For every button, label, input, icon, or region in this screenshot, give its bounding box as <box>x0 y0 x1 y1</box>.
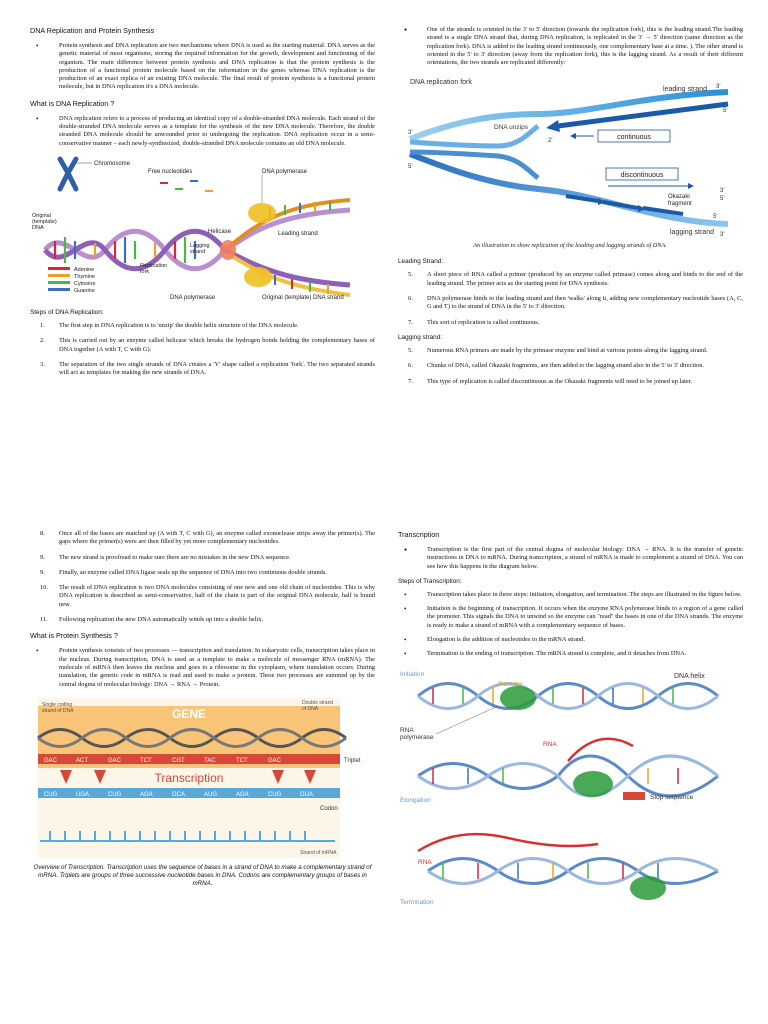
legend-guanine: Guanine <box>74 287 95 294</box>
svg-text:ACT: ACT <box>76 757 88 764</box>
svg-text:GAC: GAC <box>108 757 122 764</box>
steps-transcription-list <box>398 591 743 659</box>
legend-thymine: Thymine <box>74 273 96 280</box>
section-leading-lagging <box>398 26 743 466</box>
stop-sequence-box <box>623 792 645 800</box>
original-template-strand-label: Original (template) DNA strand <box>262 294 344 301</box>
list-item: • Termination is the ending of transcription. The mRNA strand is complete, and it detaches from DNA. <box>398 650 743 658</box>
rna-bottom-label: RNA <box>418 858 432 866</box>
leading-strand-list <box>398 271 743 326</box>
svg-text:3': 3' <box>720 188 725 195</box>
svg-text:5': 5' <box>713 214 718 221</box>
protein-synthesis-definition: • Protein synthesis consists of two processes — transcription and translation. In eukaryotic cells, transcription takes place in the nucleus. During transcription, DNA is used as a template to make a molecule of messenger RNA (mRNA). The molecule of mRNA then leaves the nucleus and goes to a ribosome in the cytoplasm, where translation occurs. During translation, the genetic code in mRNA is read and used to make a protein. These two processes are summed up by the central dogma of molecular biology: DNA → RNA → Protein. <box>30 647 375 688</box>
chromosome-label: Chromosome <box>94 160 131 167</box>
section-dna-replication <box>30 26 375 486</box>
list-item: 7. This type of replication is called discontinuous as the Okazaki fragments will need to be joined up later. <box>408 377 693 385</box>
svg-text:AGA: AGA <box>140 791 153 798</box>
list-item: 11. Following replication the new DNA automatically winds up into a double helix. <box>40 616 264 624</box>
svg-text:CGT: CGT <box>172 757 185 764</box>
list-item: 5. Numerous RNA primers are made by the primase enzyme and bind at various points along the lagging strand. <box>408 346 708 354</box>
list-item: 10. The result of DNA replication is two DNA molecules consisting of one new and one old chain of nucleotides. This is why DNA replication is described as semi-conservative, half of the chain is part of the original DNA molecule, half is brand new. <box>40 584 375 608</box>
legend-cytosine: Cytosine <box>74 280 96 287</box>
svg-text:CUG: CUG <box>268 791 282 798</box>
list-item: 7. This sort of replication is called continuous. <box>408 318 540 326</box>
strand-mrna-label: Strand of mRNA <box>300 849 337 856</box>
lagging-strand-heading: Lagging strand: <box>398 333 443 341</box>
svg-text:3': 3' <box>716 84 721 91</box>
rna-polymerase-elongation-icon <box>573 771 613 797</box>
list-item: 1. The first step in DNA replication is to 'unzip' the double helix structure of the DNA molecule. <box>40 321 299 329</box>
free-nucleotides-label: Free nucleotides <box>148 168 193 175</box>
dna-polymerase-bottom-icon <box>244 267 272 287</box>
discontinuous-label: discontinuous <box>620 172 664 180</box>
leading-strand-heading: Leading Strand: <box>398 258 444 266</box>
svg-text:3': 3' <box>720 232 725 239</box>
svg-text:CUG: CUG <box>44 791 58 798</box>
svg-text:TCT: TCT <box>236 757 248 764</box>
steps-dna-replication-list <box>30 322 375 377</box>
what-is-protein-synthesis-heading: What is Protein Synthesis ? <box>30 631 118 641</box>
list-item: 8. Once all of the bases are matched up (A with T, C with G), an enzyme called exonuclease strips away the primer(s). The gaps where the primer(s) were are then filled by yet more complementary nucleotides. <box>40 530 375 546</box>
termination-label: Termination <box>400 898 434 906</box>
svg-text:AUG: AUG <box>204 791 218 798</box>
rna-polymerase-initiation-icon <box>500 686 536 710</box>
svg-text:CUG: CUG <box>108 791 122 798</box>
lagging-strand-label: Lagging strand <box>190 242 210 255</box>
triplet-label: Triplet <box>344 757 361 764</box>
transcription-label: Transcription <box>154 770 224 785</box>
replication-fork-title: DNA replication fork <box>410 79 472 87</box>
list-item: • Transcription takes place in three steps: initiation, elongation, and termination. The steps are illustrated in the figure below. <box>398 591 743 599</box>
transcription-stages-figure <box>398 666 743 916</box>
strand-orientation-paragraph: ● One of the strands is oriented in the 3' to 5' direction (towards the replication fork), this is the leading strand.The leading strand is a single DNA strand that, during DNA replication, is replicated in the 3' → 5' direction (same direction as the replication fork). DNA is added to the leading strand continuously, one complementary base at a time. ). The other strand is oriented in the 5' to 3' direction (away from the replication fork), this is the lagging strand. As a result of their different orientations, the two strands are replicated differently: <box>398 26 743 67</box>
leading-strand-label: leading strand <box>663 86 707 94</box>
svg-text:2': 2' <box>548 138 553 145</box>
legend-adenine: Adenine <box>74 266 95 273</box>
replication-fork-caption: An illustration to show replication of the leading and lagging strands of DNA. <box>473 242 667 250</box>
okazaki-fragments <box>566 196 683 214</box>
initiation-label: Initiation <box>400 670 425 678</box>
dna-polymerase-top-icon <box>248 203 276 223</box>
dna-polymerase-bottom-label: DNA polymerase <box>170 294 216 301</box>
steps-transcription-heading: Steps of Transcription: <box>398 577 462 585</box>
transcription-caption: Overview of Transcription. Transcription uses the sequence of bases in a strand of DNA to make a complementary strand of mRNA. Triplets are groups of three successive nucleotide bases in DNA. Codons are complementary groups of bases in mRNA. <box>33 863 372 887</box>
okazaki-label: Okazaki fragment <box>668 194 692 208</box>
dna-replication-figure <box>30 155 375 305</box>
svg-text:5': 5' <box>723 108 728 115</box>
lagging-strand-label: lagging strand <box>670 229 714 237</box>
rna-polymerase-termination-icon <box>630 876 666 900</box>
svg-text:3': 3' <box>408 130 413 137</box>
list-item: 9. The new strand is proofread to make sure there are no mistakes in the new DNA sequence. <box>40 553 291 561</box>
rna-strand-termination <box>418 834 598 851</box>
rna-mid-label: RNA <box>543 740 557 748</box>
continuous-label: continuous <box>617 134 651 142</box>
svg-text:AGA: AGA <box>236 791 249 798</box>
svg-text:5': 5' <box>720 196 725 203</box>
template-top-strand <box>410 92 728 142</box>
list-item: 2. This is carried out by an enzyme called helicase which breaks the hydrogen bonds holding the complementary bases of DNA together (A with T, C with G). <box>40 337 375 353</box>
steps-dna-replication-heading: Steps of DNA Replication: <box>30 308 104 316</box>
list-item: • Elongation is the addition of nucleotides to the mRNA strand. <box>398 636 743 644</box>
list-item: 6. DNA polymerase binds to the leading strand and then 'walks' along it, adding new complementary nucleotide bases (A, C, G and T) to the strand of DNA in the 5' to 3' direction. <box>408 295 743 311</box>
doc-title: DNA Replication and Protein Synthesis <box>30 26 155 35</box>
steps-continued-list <box>30 530 375 624</box>
dna-replication-definition: • DNA replication refers to a process of producing an identical copy of a double-stranded DNA molecule. Each strand of the double-stranded DNA molecule serves as a template for the synthesis of the new DNA molecule. Therefore, the double stranded DNA molecule should be unwounded prior to undergoing the replication. DNA replication occur in a semi-conservative manner – each newly-synthesized, double-stranded DNA molecule contains an old DNA molecule. <box>30 115 375 148</box>
list-item: 6. Chunks of DNA, called Okazaki fragments, are then added to the lagging strand also in the 5' to 3' direction. <box>408 362 705 370</box>
helicase-label: Helicase <box>208 228 232 235</box>
gene-label: GENE <box>171 706 207 721</box>
transcription-figure <box>30 696 375 861</box>
lagging-strand-list <box>398 347 743 386</box>
stop-sequence-label: Stop sequence <box>650 793 694 801</box>
codon-row <box>44 792 313 798</box>
helicase-icon <box>220 240 236 260</box>
svg-text:5': 5' <box>408 164 413 171</box>
svg-text:TAC: TAC <box>204 757 216 764</box>
replication-fork-figure <box>398 74 743 252</box>
svg-text:GUA: GUA <box>300 791 314 798</box>
promoter-label: Promoter <box>498 681 523 688</box>
replication-fork-label: Replication fork <box>140 262 168 275</box>
list-item: 3. The separation of the two single strands of DNA creates a 'Y' shape called a replication 'fork'. The two separated strands will act as templates for making the new strands of DNA. <box>40 360 375 377</box>
list-item: • Initiation is the beginning of transcription. It occurs when the enzyme RNA polymerase binds to a region of a gene called the promoter. This signals the DNA to unwind so the enzyme can "read" the bases in one of the DNA strands. The enzyme is ready to make a strand of mRNA with a complementary sequence of bases. <box>398 605 743 630</box>
transcription-heading: Transcription <box>398 530 440 539</box>
dna-polymerase-top-label: DNA polymerase <box>262 168 308 175</box>
svg-text:GAC: GAC <box>44 757 58 764</box>
original-template-label: Original (template) DNA <box>32 212 57 231</box>
transcription-definition: ● Transcription is the first part of the central dogma of molecular biology: DNA → RNA. It is the transfer of genetic instructions in DNA to mRNA. During transcription, a strand of mRNA is made to complement a strand of DNA. You can see how this happens in the diagram below. <box>398 546 743 571</box>
svg-text:UGA: UGA <box>76 791 90 798</box>
rna-polymerase-label: RNA polymerase <box>400 726 434 741</box>
what-is-dna-replication-heading: What is DNA Replication ? <box>30 98 115 108</box>
elongation-label: Elongation <box>400 796 431 804</box>
double-strand-label: Double strand of DNA <box>302 699 334 712</box>
single-coding-label: Single coding strand of DNA <box>42 701 74 714</box>
svg-text:GCA: GCA <box>172 791 186 798</box>
intro-paragraph: • Protein synthesis and DNA replication are two mechanisms where DNA is used as the starting material. DNA serves as the genetic material of most organisms, storing the required information for the growth, development and functioning of the organism. The main difference between protein synthesis and DNA replication is that the protein synthesis is the production of a functional protein molecule based on the information in the genes whereas DNA replication is the production of an exact replica of an existing DNA molecule. The final result of protein synthesis is a functional protein molecule, but in DNA replication it's a DNA molecule. <box>30 42 375 92</box>
dna-unzips-label: DNA unzips <box>494 124 528 132</box>
list-item: 9. Finally, an enzyme called DNA ligase seals up the sequence of DNA into two continuous double strands. <box>40 568 327 576</box>
codon-label: Codon <box>320 805 338 812</box>
svg-text:TCT: TCT <box>140 757 152 764</box>
leading-strand-label: Leading strand <box>278 230 318 237</box>
list-item: 5. A short piece of RNA called a primer (produced by an enzyme called primase) comes along and binds to the end of the leading strand. The primer acts as the starting point for DNA synthesis. <box>408 271 743 287</box>
dna-helix-label: DNA helix <box>674 672 705 680</box>
section-transcription <box>398 530 743 1010</box>
svg-text:GAC: GAC <box>268 757 282 764</box>
section-protein-synthesis <box>30 530 375 1000</box>
